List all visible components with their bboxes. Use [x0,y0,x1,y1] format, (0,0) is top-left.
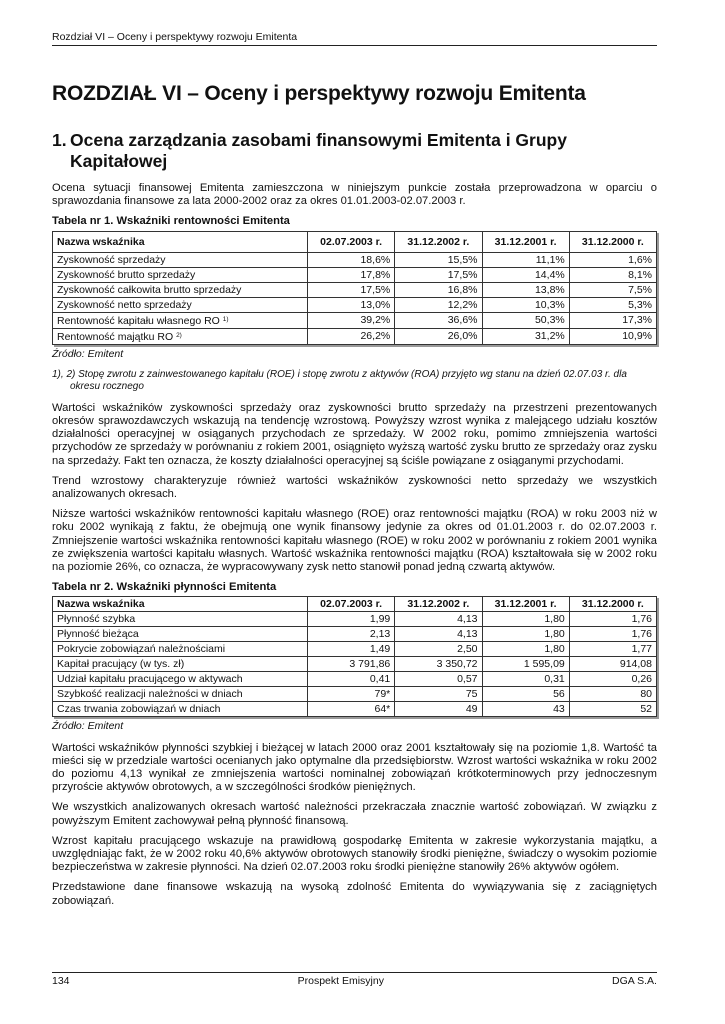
value-cell: 3 350,72 [395,657,482,672]
row-name: Rentowność kapitału własnego RO [57,314,220,327]
value-cell: 2,13 [308,627,395,642]
value-cell: 5,3% [569,297,656,312]
value-cell: 43 [482,702,569,717]
value-cell: 1,49 [308,642,395,657]
value-cell: 13,8% [482,282,569,297]
table1-header-col3: 31.12.2001 r. [482,231,569,252]
profitability-table [52,231,657,345]
value-cell: 39,2% [308,312,395,328]
table2-header-col4: 31.12.2000 r. [569,597,656,612]
running-header: Rozdział VI – Oceny i perspektywy rozwoju Emitenta [52,31,657,46]
table1-header-col1: 02.07.2003 r. [308,231,395,252]
table-row [53,267,657,282]
value-cell: 75 [395,687,482,702]
table-row [53,687,657,702]
row-name: Zyskowność całkowita brutto sprzedaży [57,283,242,296]
table1-header-col2: 31.12.2002 r. [395,231,482,252]
value-cell: 49 [395,702,482,717]
row-name: Rentowność majątku RO [57,330,174,343]
section-title-line2: Kapitałowej [70,151,168,171]
value-cell: 2,50 [395,642,482,657]
chapter-title: ROZDZIAŁ VI – Oceny i perspektywy rozwoju Emitenta [52,82,586,105]
footer-center: Prospekt Emisyjny [297,975,384,987]
value-cell: 52 [569,702,656,717]
row-name-cell: Udział kapitału pracującego w aktywach [53,672,308,687]
table1-footnote: 1), 2) Stopę zwrotu z zainwestowanego kapitału (ROE) i stopę zwrotu z aktywów (ROA) przyjęto wg stanu na dzień 02.07.03 r. dla okresu rocznego [52,368,627,393]
value-cell: 26,2% [308,328,395,344]
table2-header-col2: 31.12.2002 r. [395,597,482,612]
footer-right: DGA S.A. [612,975,657,987]
section-title-line1: Ocena zarządzania zasobami finansowymi Emitenta i Grupy [70,130,567,150]
main-content [52,182,657,915]
value-cell: 0,31 [482,672,569,687]
value-cell: 1,77 [569,642,656,657]
document-page [52,0,657,1024]
value-cell: 36,6% [395,312,482,328]
value-cell: 31,2% [482,328,569,344]
value-cell: 10,3% [482,297,569,312]
value-cell: 12,2% [395,297,482,312]
value-cell: 56 [482,687,569,702]
table1-source: Źródło: Emitent [52,347,124,360]
body-paragraph: Niższe wartości wskaźników rentowności kapitału własnego (ROE) oraz rentowności majątku (ROA) w roku 2003 niż w roku 2002 wynikają z faktu, że obejmują one wynik finansowy jedynie za okres od 01.01.2003 r. do 02.07.2003 r. Zmniejszenie wartości wskaźnika rentowności kapitału własnego (ROE) w roku 2002 w porównaniu z rokiem 2001 wynika ze zwiększenia wartości kapitału własnych. Wartość wskaźnika rentowności majątku (ROA) kształtowała się w 2002 roku na poziomie 26%, co oznacza, że wypracowywany zysk netto stanowił ponad jedną czwartą aktywów. [52,508,657,574]
row-name-cell [53,282,308,297]
value-cell: 4,13 [395,612,482,627]
value-cell: 7,5% [569,282,656,297]
body-paragraph: Wzrost kapitału pracującego wskazuje na prawidłową gospodarkę Emitenta w zakresie wykorzystania majątku, a uwzględniając fakt, że w 2002 roku 40,6% aktywów obrotowych stanowiły środki pieniężne, świadczy o wysokim poziomie bezpieczeństwa w zakresie płynności. Na dzień 02.07.2003 roku środki pieniężne stanowiły 26% aktywów ogółem. [52,834,657,874]
value-cell: 50,3% [482,312,569,328]
value-cell: 1 595,09 [482,657,569,672]
table-row [53,328,657,344]
table1-caption: Tabela nr 1. Wskaźniki rentowności Emitenta [52,215,290,228]
table2-source: Źródło: Emitent [52,720,124,733]
value-cell: 1,76 [569,612,656,627]
table-row [53,282,657,297]
page-number: 134 [52,975,70,987]
value-cell: 17,5% [308,282,395,297]
value-cell: 1,6% [569,252,656,267]
row-name-cell [53,267,308,282]
intro-paragraph: Ocena sytuacji finansowej Emitenta zamieszczona w niniejszym punkcie została przeprowadzona w oparciu o sprawozdania finansowe za lata 2000-2002 oraz za okres 01.01.2003-02.07.2003 r. [52,182,657,208]
row-name-cell: Czas trwania zobowiązań w dniach [53,702,308,717]
row-name-cell [53,328,308,344]
row-name-cell: Płynność bieżąca [53,627,308,642]
table-row [53,702,657,717]
row-name-cell [53,297,308,312]
table-row [53,312,657,328]
value-cell: 4,13 [395,627,482,642]
footnote-marker: 2) [176,331,182,339]
value-cell: 8,1% [569,267,656,282]
value-cell: 1,80 [482,642,569,657]
section-number: 1. [52,130,67,150]
table-row [53,612,657,627]
row-name: Zyskowność brutto sprzedaży [57,268,196,281]
table1-header-name: Nazwa wskaźnika [53,231,308,252]
value-cell: 10,9% [569,328,656,344]
row-name-cell: Pokrycie zobowiązań należnościami [53,642,308,657]
row-name-cell: Kapitał pracujący (w tys. zł) [53,657,308,672]
table-row [53,252,657,267]
value-cell: 0,41 [308,672,395,687]
table-row [53,657,657,672]
value-cell: 0,57 [395,672,482,687]
body-paragraph: We wszystkich analizowanych okresach wartość należności przekraczała znacznie wartość zobowiązań. W związku z powyższym Emitent zachowywał pełną płynność finansową. [52,801,657,827]
value-cell: 1,99 [308,612,395,627]
table-row [53,297,657,312]
footnote-marker: 1) [222,315,229,323]
row-name-cell: Płynność szybka [53,612,308,627]
liquidity-table [52,596,657,717]
row-name: Zyskowność netto sprzedaży [57,298,192,311]
running-footer [52,972,657,987]
value-cell: 1,76 [569,627,656,642]
value-cell: 3 791,86 [308,657,395,672]
value-cell: 16,8% [395,282,482,297]
body-paragraph: Przedstawione dane finansowe wskazują na wysoką zdolność Emitenta do wywiązywania się z zaciągniętych zobowiązań. [52,881,657,907]
row-name-cell [53,252,308,267]
value-cell: 914,08 [569,657,656,672]
table2-header-col1: 02.07.2003 r. [308,597,395,612]
table2-header-col3: 31.12.2001 r. [482,597,569,612]
body-paragraph: Wartości wskaźników zyskowności sprzedaży oraz zyskowności brutto sprzedaży na przestrzeni prezentowanych okresów sprawozdawczych wskazują na tendencję wzrostową. Powyższy wzrost wynika z malejącego udziału kosztów działalności operacyjnej w osiąganych przychodach ze sprzedaży. W 2002 roku, pomimo zmniejszenia wartości przychodów ze sprzedaży w porównaniu z rokiem 2001, osiągnięto wyższą wartość zysku brutto ze sprzedaży oraz zysku na sprzedaży. Fakt ten oznacza, że koszty działalności operacyjnej są ściśle powiązane z osiąganymi przychodami. [52,401,657,467]
value-cell: 15,5% [395,252,482,267]
value-cell: 18,6% [308,252,395,267]
value-cell: 17,8% [308,267,395,282]
row-name: Zyskowność sprzedaży [57,253,166,266]
value-cell: 80 [569,687,656,702]
table-row [53,672,657,687]
value-cell: 11,1% [482,252,569,267]
value-cell: 17,5% [395,267,482,282]
table2-header-row [53,597,657,612]
section-title [52,130,657,172]
body-paragraph: Trend wzrostowy charakteryzuje również wartości wskaźników zyskowności netto sprzedaży we wszystkich analizowanych okresach. [52,474,657,501]
value-cell: 17,3% [569,312,656,328]
value-cell: 64* [308,702,395,717]
row-name-cell [53,312,308,328]
row-name-cell: Szybkość realizacji należności w dniach [53,687,308,702]
table2-header-name: Nazwa wskaźnika [53,597,308,612]
table2-caption: Tabela nr 2. Wskaźniki płynności Emitenta [52,581,277,594]
value-cell: 1,80 [482,612,569,627]
value-cell: 1,80 [482,627,569,642]
value-cell: 14,4% [482,267,569,282]
table-row [53,627,657,642]
table1-header-col4: 31.12.2000 r. [569,231,656,252]
table1-header-row [53,231,657,252]
body-paragraph: Wartości wskaźników płynności szybkiej i bieżącej w latach 2000 oraz 2001 kształtowały się na poziomie 1,8. Wartość ta mieści się w przedziale wartości ocenianych jako optymalne dla przedsiębiorstw. Wzrost wartości wskaźnika w roku 2002 do poziomu 4,13 wynikał ze zmniejszenia wartości nominalnej zobowiązań krótkoterminowych przy jednoczesnym przyroście aktywów obrotowych, a w szczególności środków pieniężnych. [52,741,657,794]
value-cell: 79* [308,687,395,702]
value-cell: 0,26 [569,672,656,687]
table-row [53,642,657,657]
value-cell: 26,0% [395,328,482,344]
value-cell: 13,0% [308,297,395,312]
